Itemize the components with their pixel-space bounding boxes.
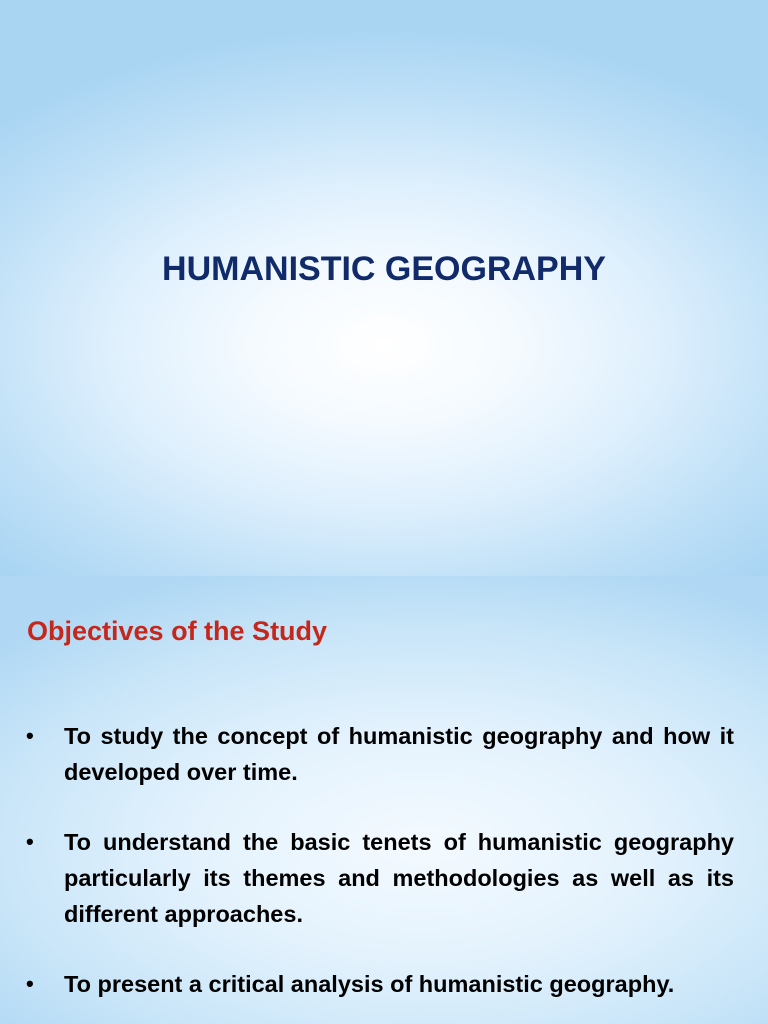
objective-text: To understand the basic tenets of humanistic geography particularly its themes and methodologies as well as its different approaches.: [64, 829, 734, 927]
objective-item-1: [26, 718, 734, 790]
objectives-heading: Objectives of the Study: [27, 616, 328, 646]
objective-text: To study the concept of humanistic geography and how it developed over time.: [64, 723, 734, 785]
bullet-icon: •: [26, 723, 34, 748]
bullet-icon: •: [26, 829, 34, 854]
slide-title: HUMANISTIC GEOGRAPHY: [162, 250, 606, 288]
objective-text: To present a critical analysis of humanistic geography.: [64, 971, 675, 997]
objectives-list: [26, 718, 734, 1024]
bullet-icon: •: [26, 971, 34, 996]
objective-item-2: [26, 824, 734, 932]
objective-item-3: [26, 966, 734, 1002]
objectives-slide: [0, 576, 768, 1024]
